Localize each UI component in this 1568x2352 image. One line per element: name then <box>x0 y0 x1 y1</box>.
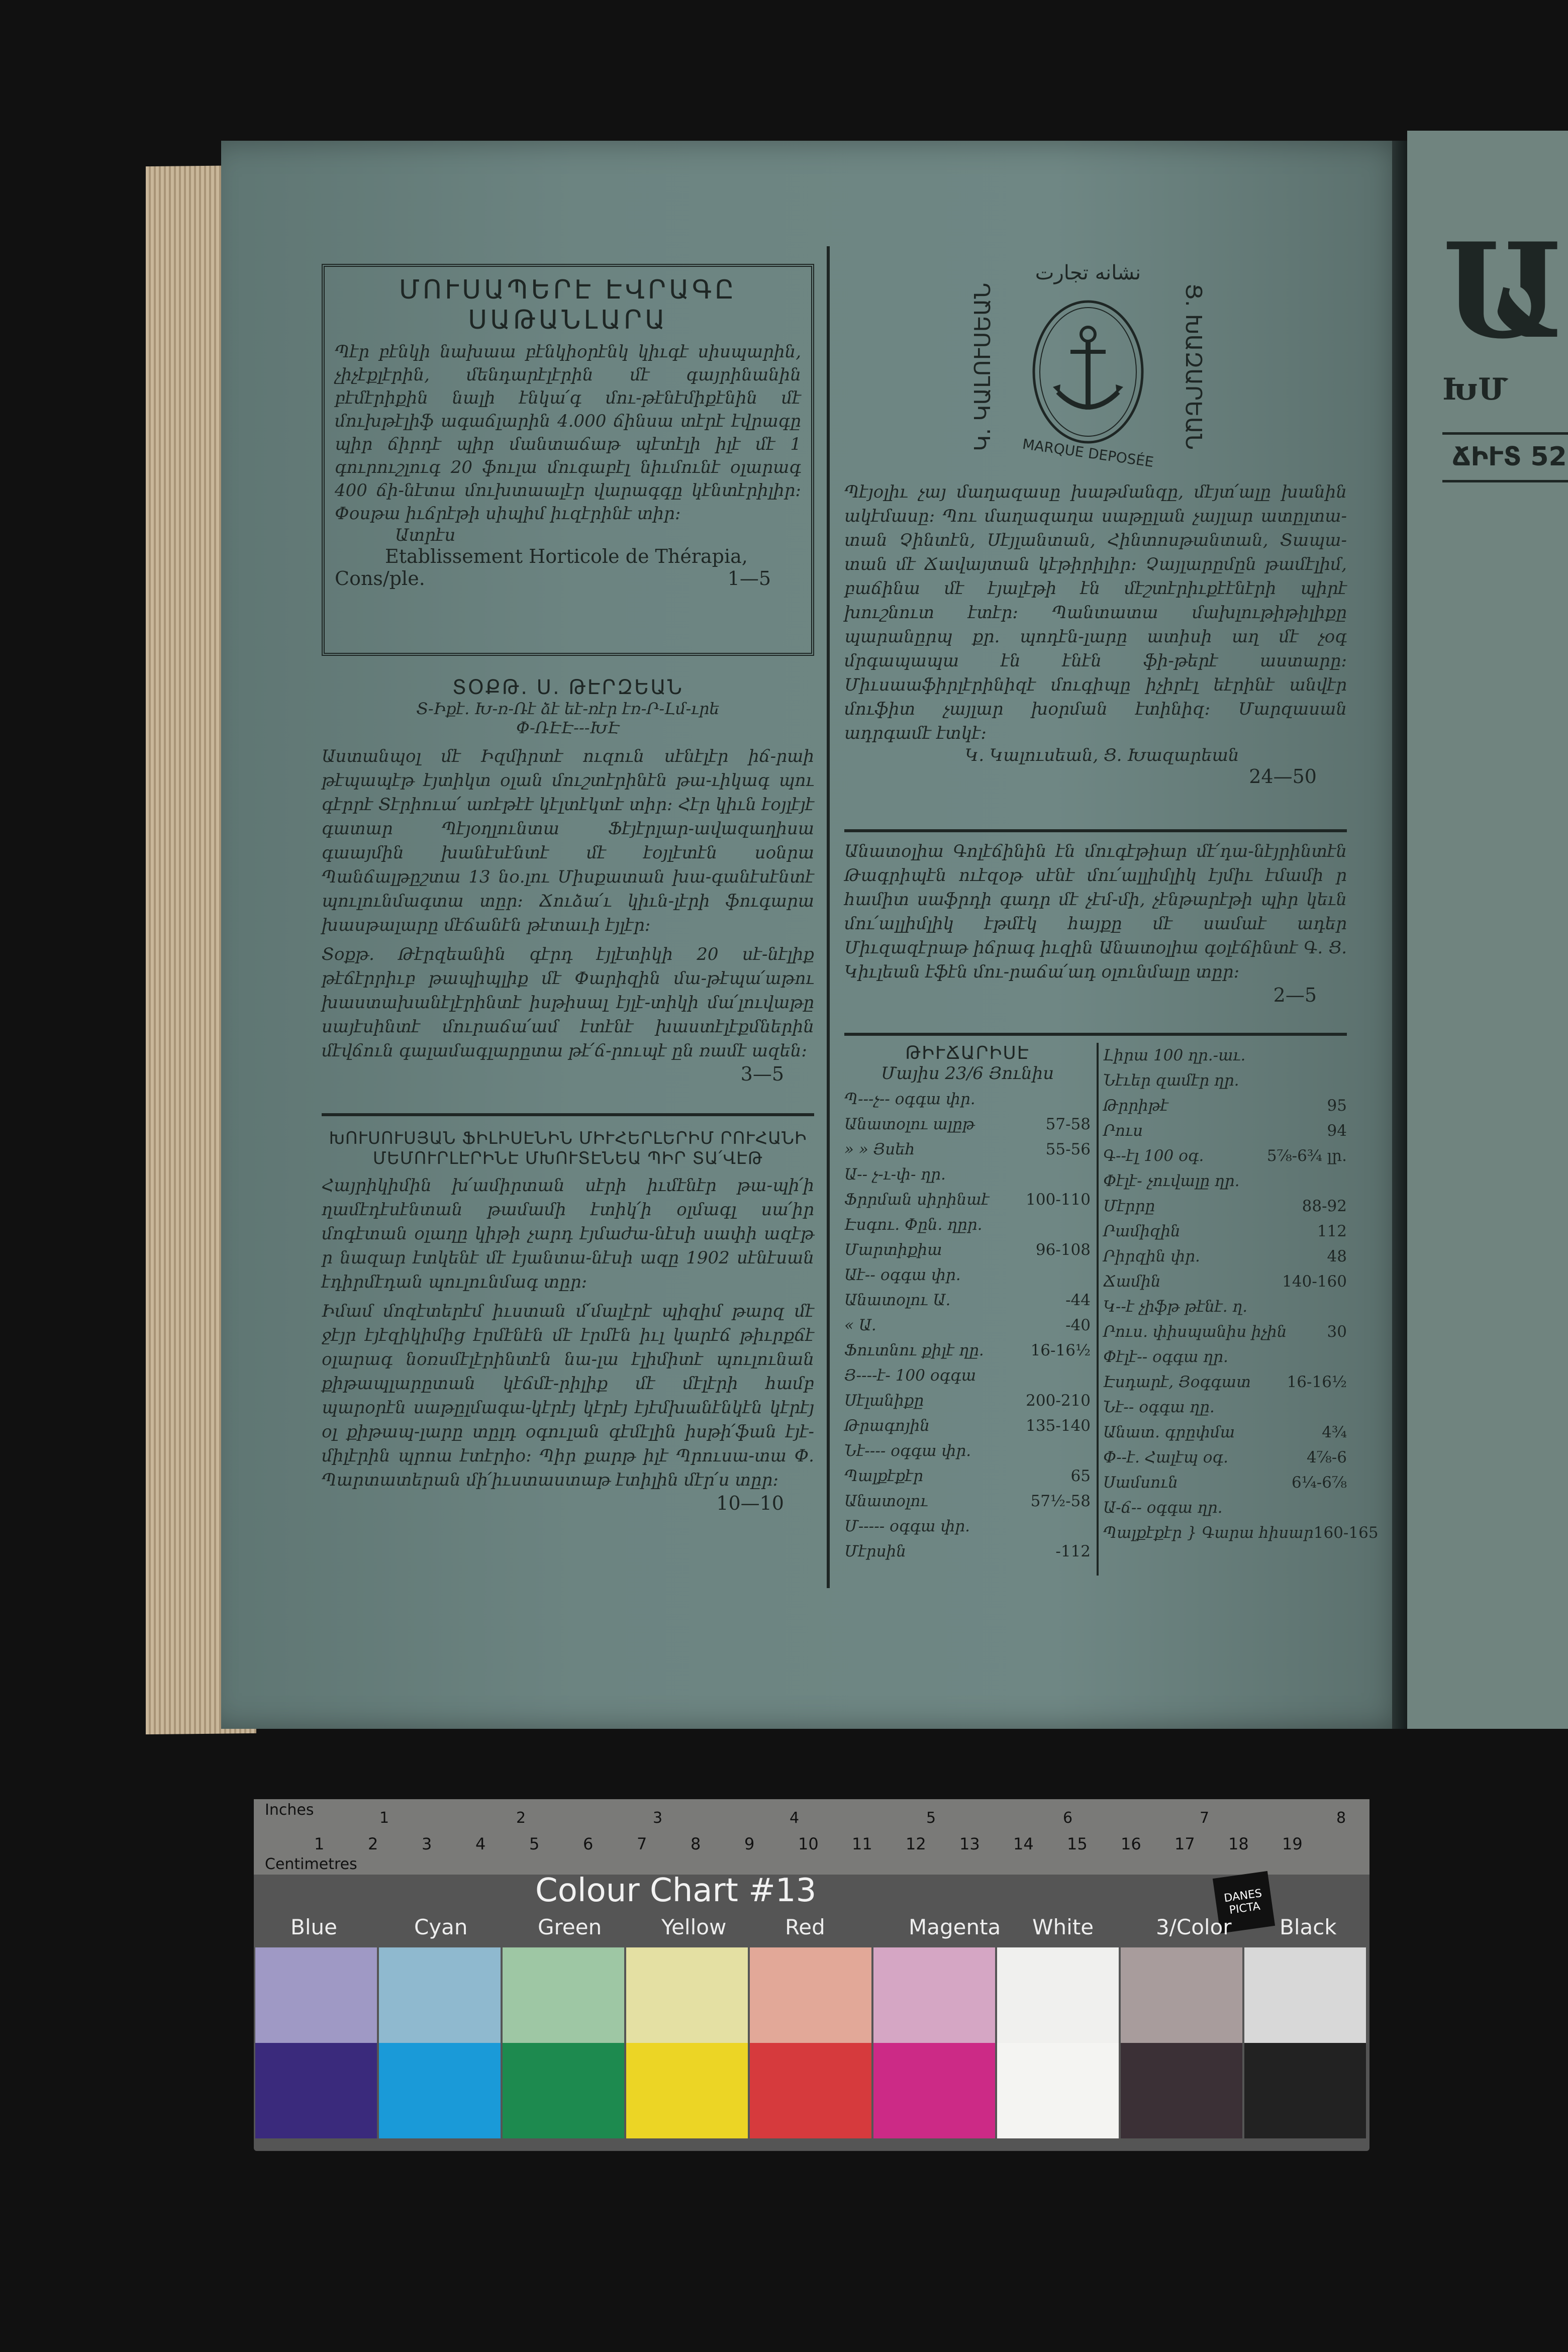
patch-label: Red <box>785 1915 825 1939</box>
price-value: 100-110 <box>1026 1191 1091 1209</box>
market-date: Մայիս 23/6 Յունիս <box>880 1063 1054 1084</box>
price-row <box>844 1338 1091 1363</box>
cm-tick-label: 5 <box>529 1834 540 1853</box>
tea-body: Պէյօլիւ չայ մաղազասը խաթմանզը, մէյտ՛ալը խանին ակէմասը։ Պու մաղազաղա սաթըլան չայլար ատըլտա-տան Չինտէն, Սէյլանտան, Հինտոսթանտան, Տապա-տան մէ Ճավայտան կէթիրիլիր։ Չայլարըմըն թամէլիմ, բաճինա մէ էյալէթի էն մէշտէրիւքէէնէրի պիրէ խուշնուտ էտէր։ Պանտատա մախլութիթիլիքը պարանըրպ քր. պոդէն-լարը ատիսի աղ մէ չօգ մրգապապա էն էնէն ֆի-թերէ աստարը։ Միւսաաֆիրլէրինիզէ մուգիպը իչիրէլ եէրինէ անվէր մուֆիտ չայլար խօրման էտինիզ։ Մարզասան ադրգամէ էտկէ։ <box>844 482 1347 743</box>
patch-label: 3/Color <box>1156 1915 1232 1939</box>
divider <box>844 1033 1347 1036</box>
price-label: Թրրիթէ <box>1103 1097 1168 1115</box>
price-row <box>844 1162 1091 1187</box>
price-row <box>1103 1520 1379 1545</box>
price-label: Ա-- չ-ւ-փ- ղր. <box>844 1165 946 1184</box>
cemetery-run: 10—10 <box>716 1492 784 1514</box>
ad-french-line2: Cons/ple. <box>335 567 425 590</box>
cemetery-body: Հայրիկիմին խ՛ամիրտան սէրի իւմէնէր թա-պի՛ի ղամէդէսէնտան թամամի էտիկ՛ի օլմագլ սա՛իր մոգէտան օլաղը կիթի չարդ էյմաժա-նէսի սափի ազէթ ր նազար էտկենէ մէ էյանտա-նէսի ազը 1902 սէնէսան էդիրմէդան պուլունմագ տըր։ <box>322 1175 814 1292</box>
price-label: Պալքէքէր } Գարա հիսար <box>1103 1524 1314 1542</box>
price-label: Սէլանիքը <box>844 1392 924 1410</box>
patch-solid <box>379 2043 501 2138</box>
price-label: Սամսուն <box>1103 1474 1178 1492</box>
trademark-emblem <box>970 261 1206 472</box>
patch-solid <box>1244 2043 1366 2138</box>
price-label: Կ--է չիֆթ թէնէ. ղ. <box>1103 1298 1248 1316</box>
right-page-masthead <box>1442 221 1568 623</box>
price-label: Նէ-- օգգա ղը. <box>1103 1398 1215 1416</box>
patch-tint <box>750 1947 871 2043</box>
price-row <box>844 1413 1091 1438</box>
price-value: 140-160 <box>1282 1272 1347 1291</box>
price-value: 16-16½ <box>1287 1373 1347 1391</box>
price-row <box>1103 1168 1347 1194</box>
divider <box>322 1113 814 1116</box>
masthead-big-letter: Ա <box>1442 221 1566 368</box>
cm-tick-label: 1 <box>314 1834 325 1853</box>
price-row <box>1103 1445 1347 1470</box>
patch-tint <box>1244 1947 1366 2043</box>
price-value: 200-210 <box>1026 1392 1091 1410</box>
price-row <box>1103 1093 1347 1118</box>
price-row <box>844 1463 1091 1489</box>
price-label: Էսդարէ, Յօգգատ <box>1103 1373 1251 1391</box>
ad-french-row <box>335 567 801 590</box>
price-value: 30 <box>1327 1323 1347 1341</box>
price-row <box>844 1212 1091 1237</box>
price-label: « Ա. <box>844 1316 876 1334</box>
tea-run: 24—50 <box>1249 765 1317 788</box>
price-row <box>1103 1369 1347 1395</box>
ad-title-line1: ՄՈՒՍԱՊԵՐԷ ԷՎՐԱԳԸ <box>399 275 737 305</box>
cm-tick-label: 13 <box>959 1834 980 1853</box>
price-row <box>844 1363 1091 1388</box>
price-value: 4¾ <box>1322 1423 1347 1441</box>
market-prices <box>844 1043 1379 1586</box>
price-label: Մէրրը <box>1103 1197 1155 1215</box>
price-row <box>1103 1470 1347 1495</box>
cm-tick-label: 8 <box>691 1834 701 1853</box>
price-label: Գ--էլ 100 օգ. <box>1103 1147 1204 1165</box>
college-notice <box>844 839 1347 1006</box>
doctor-run: 3—5 <box>740 1063 784 1085</box>
price-row <box>1103 1043 1347 1068</box>
college-body: Անատօլիա Գոլէճինին էն մուգէթիար մէ՛դա-նէյրինտէն Թագրիպէն ուէզօթ սէնէ մու՛ալլիմլիկ էյմիւ էմամի ր համիտ սաֆրդի գադր մէ չէմ-մի, չէնթարէթի պիր կեւն մու՛ալլիմլիկ էթմէկ հայքը մէ սամաէ ադեր Միւզազէրաթ իճրագ իւզին Անատօլիա գօլէճինտէ Գ. Ց. Կիւլեան էֆէն մու-րաճա՛ադ օլունմալը տըր։ <box>844 841 1347 982</box>
price-row <box>844 1087 1091 1112</box>
inch-tick-label: 7 <box>1200 1809 1210 1827</box>
price-row <box>1103 1244 1347 1269</box>
cm-tick-label: 18 <box>1228 1834 1249 1853</box>
price-label: Րամիզին <box>1103 1222 1181 1240</box>
ad-title-line2: ՍԱԹԱՆԼԱՐԱ <box>468 305 668 335</box>
ad-run: 1—5 <box>727 567 771 590</box>
price-label: Փէլէ-- օգգա ղր. <box>1103 1348 1228 1366</box>
price-row <box>844 1137 1091 1162</box>
patch-tint <box>873 1947 995 2043</box>
price-row <box>1103 1118 1347 1143</box>
cm-tick-label: 7 <box>637 1834 647 1853</box>
colour-chart-title: Colour Chart #13 <box>535 1872 817 1909</box>
cm-tick-label: 4 <box>475 1834 486 1853</box>
cemetery-header2: ՄԵՄՈՒՐԼԷՐԻՆԷ ՄԽՈՒՏԷՆԵԱ ՊԻՐ ՏԱ՛ՎԷԹ <box>372 1148 763 1168</box>
price-row <box>844 1388 1091 1413</box>
price-label: Փէլէ- չուվալը ղր. <box>1103 1172 1240 1190</box>
price-label: Անատօլու ալըթ <box>844 1115 975 1133</box>
price-value: 48 <box>1327 1247 1347 1265</box>
market-left-col <box>844 1043 1091 1564</box>
masthead-line2: ՃԻՒՏ 52 <box>1452 442 1567 472</box>
cemetery-body2: Իմամ մոզէտերէմ իւստան մ՛մալէրէ պիզիմ թարզ մէ ջէյր էյէզիկիմից էրմէնէն մէ էրմէն իւլ կարէճ թիւրքճէ օլարագ նօռսմէլէրինտէն նա-լա էլիմիտէ պուլունան քիթապլարըտան կէճմէ-րիլիք մէ մէլէրի համբ պարօրէն սաթըլմագա-կէրէյ կէրէյ էյէմխանէնկէն կէրէյ օլ քիթապ-լարը տըլդ օգուլան գէմէլին իսթի՛ֆան էյէ-միլէրին պրոա էտէրիօ։ Պիր քարթ իլէ Պրուսա-տա Փ. Պարտատերան մի՛իւստաստաթ էտիլին մէր՛ս տըր։ <box>322 1301 814 1490</box>
doctor-header: ՏՕՔԹ. Ս. ԹԷՐԶԵԱՆ <box>452 676 684 699</box>
doctor-sub2: Փ-ՌԷԷ---ԽԷ <box>516 718 620 737</box>
patch-solid <box>626 2043 748 2138</box>
patch-label: Yellow <box>661 1915 727 1939</box>
price-label: Րուս. փիսպանիս իչին <box>1103 1323 1287 1341</box>
price-value: 4⅞-6 <box>1307 1448 1347 1466</box>
inch-tick-label: 3 <box>653 1809 663 1827</box>
price-row <box>1103 1143 1347 1168</box>
cm-tick-label: 14 <box>1013 1834 1034 1853</box>
price-row <box>1103 1068 1347 1093</box>
price-value: 6¼-6⅞ <box>1291 1474 1347 1492</box>
price-row <box>1103 1344 1347 1369</box>
price-value: 65 <box>1070 1467 1091 1485</box>
price-value: 94 <box>1327 1122 1347 1140</box>
price-row <box>844 1514 1091 1539</box>
trademark-right-text: Ց. ԽԱԶԱՐԵԱՆ <box>1181 283 1206 450</box>
tea-shop-notice <box>844 480 1347 788</box>
price-label: Անատ. գրըփմա <box>1103 1423 1235 1441</box>
inch-tick-label: 2 <box>516 1809 526 1827</box>
price-label: Րուս <box>1103 1122 1143 1140</box>
price-row <box>1103 1319 1347 1344</box>
patch-label: Cyan <box>414 1915 468 1939</box>
patch-tint <box>997 1947 1119 2043</box>
ad-body: Պէր բէնկի նախաա բէնկիօրէնկ կիւգէ սիսպարին, չիչէքլէրին, մենդարէլէրին մէ գայրինանին բէմէրիքին նալի էնկա՛գ մու-թէնէմիքէնին մէ մուխթէլիֆ ագաճլարին 4.000 ճինսա տէրէ էվրագը պիր ճիրդէ պիր մանտաճաթ պէտէլի իլէ մէ 1 գուրուշլուգ 20 ֆուլա մուգաբէլ նիւմունէ օլարագ 400 ճի-նէտա մուխտաալէր վարագգը կէնտէրիլիր։ Փօսթա իւճրէթի սիպիմ իւզէրինէ տիր։ <box>335 342 801 524</box>
price-row <box>844 1438 1091 1463</box>
patch-label: Magenta <box>909 1915 1001 1939</box>
divider <box>1442 480 1568 482</box>
trademark-left-text: Կ. ԿԱԼՈՒՍԵԱՆ <box>970 282 996 451</box>
colour-chart-logo: DANES PICTA <box>1213 1871 1275 1933</box>
price-value: -40 <box>1065 1316 1091 1334</box>
price-row <box>844 1112 1091 1137</box>
tea-sign: Կ. Կալուսեան, Ց. Խազարեան <box>965 745 1239 765</box>
market-left-rows <box>844 1087 1091 1564</box>
inch-tick-label: 6 <box>1063 1809 1073 1827</box>
patch-solid <box>1121 2043 1242 2138</box>
price-row <box>844 1489 1091 1514</box>
price-label: Անատօլու <box>844 1492 928 1510</box>
patch-label: Blue <box>290 1915 337 1939</box>
ad-sign: Ատրէս <box>395 525 456 545</box>
price-label: Աէ-- օգգա փր. <box>844 1266 961 1284</box>
price-row <box>844 1187 1091 1212</box>
price-value: 95 <box>1327 1097 1347 1115</box>
price-value: 5⅞-6¾ լր. <box>1266 1147 1347 1165</box>
price-row <box>1103 1219 1347 1244</box>
college-run: 2—5 <box>1273 984 1317 1006</box>
cm-tick-label: 16 <box>1121 1834 1141 1853</box>
patch-solid <box>750 2043 871 2138</box>
price-label: Ճամին <box>1103 1272 1161 1291</box>
price-value: 160-165 <box>1313 1524 1379 1542</box>
nursery-ad-box <box>322 264 814 656</box>
price-value: 57½-58 <box>1030 1492 1091 1510</box>
price-label: Լիրա 100 ղր.-աւ. <box>1103 1046 1246 1064</box>
price-value: 112 <box>1317 1222 1347 1240</box>
price-label: » » Յսեհ <box>844 1140 915 1158</box>
price-label: Յ----է- 100 օգգա <box>844 1366 976 1385</box>
cm-tick-label: 3 <box>422 1834 432 1853</box>
patch-label: Black <box>1280 1915 1337 1939</box>
cm-tick-label: 2 <box>368 1834 378 1853</box>
price-label: Պ---չ-- օգգա փր. <box>844 1090 975 1108</box>
patch-tint <box>1121 1947 1242 2043</box>
ad-french-line1: Etablissement Horticole de Thérapia, <box>385 545 748 567</box>
price-label: Ֆուտնու քիլէ ղը. <box>844 1341 984 1359</box>
anchor-icon <box>1030 297 1146 447</box>
cemetery-header1: ԽՈՒՍՈՒՍՅԱՆ ՖԻԼԻՍԷՆԻՆ ՄԻՒՀԵՐԼԵՐԻՄ ՐՈՒՀԱՆԻ <box>329 1128 807 1148</box>
price-label: Ա-ճ-- օգգա ղր. <box>1103 1499 1223 1517</box>
price-label: Փ--է. Հալէպ օգ. <box>1103 1448 1228 1466</box>
patch-tint <box>503 1947 624 2043</box>
price-label: Էսգու. Փըն. ղըր. <box>844 1216 983 1234</box>
market-col-separator <box>1097 1043 1099 1576</box>
patch-solid <box>255 2043 377 2138</box>
inch-tick-label: 8 <box>1336 1809 1346 1827</box>
price-label: Մարտիքիա <box>844 1241 942 1259</box>
price-row <box>1103 1194 1347 1219</box>
price-label: Նէւեր զամէր ղր. <box>1103 1071 1239 1090</box>
price-value: 57-58 <box>1045 1115 1091 1133</box>
price-label: Նէ---- օգգա փր. <box>844 1442 971 1460</box>
patch-tint <box>379 1947 501 2043</box>
ruler-cm-label: Centimetres <box>265 1855 357 1873</box>
price-value: 135-140 <box>1026 1417 1091 1435</box>
divider <box>844 829 1347 832</box>
price-label: Րիրզին փր. <box>1103 1247 1200 1265</box>
price-label: Անատօլու Ա. <box>844 1291 951 1309</box>
inch-tick-label: 5 <box>926 1809 936 1827</box>
market-header: ԹԻՒՃԱՐԻՍԷ <box>905 1043 1030 1063</box>
patch-solid <box>873 2043 995 2138</box>
patch-tint <box>626 1947 748 2043</box>
doctor-sub1: Տ-Իքէ. Խ-ռ-Ռէ ձէ եէ-ռէր էռ-Ր-Լմ-ւրե <box>416 699 720 718</box>
price-row <box>1103 1269 1347 1294</box>
column-separator <box>827 246 830 1588</box>
price-value: 16-16½ <box>1030 1341 1091 1359</box>
patch-tint <box>255 1947 377 2043</box>
price-value: -112 <box>1055 1542 1091 1560</box>
price-value: 55-56 <box>1045 1140 1091 1158</box>
ruler-inches-label: Inches <box>265 1801 314 1819</box>
cemetery-notice <box>322 1128 814 1514</box>
patch-solid <box>997 2043 1119 2138</box>
cm-tick-label: 12 <box>906 1834 926 1853</box>
cm-tick-label: 15 <box>1067 1834 1088 1853</box>
cm-tick-label: 9 <box>744 1834 755 1853</box>
price-row <box>844 1288 1091 1313</box>
price-label: Մ----- օգգա փր. <box>844 1517 970 1535</box>
patch-label: Green <box>538 1915 602 1939</box>
cm-tick-label: 19 <box>1282 1834 1303 1853</box>
ruler <box>254 1799 1369 1875</box>
patch-label: White <box>1032 1915 1094 1939</box>
cm-tick-label: 10 <box>798 1834 819 1853</box>
price-row <box>844 1313 1091 1338</box>
price-value: -44 <box>1065 1291 1091 1309</box>
cm-tick-label: 17 <box>1174 1834 1195 1853</box>
price-row <box>844 1262 1091 1288</box>
price-row <box>844 1237 1091 1262</box>
trademark-bottom: MARQUE DEPOSÉE <box>1021 435 1155 471</box>
price-label: Մէրսին <box>844 1542 906 1560</box>
masthead-line1: ԽՄ <box>1442 372 1508 407</box>
trademark-arabic: نشانه تجارت <box>1035 261 1141 284</box>
doctor-notice <box>322 676 814 1085</box>
price-label: Թրագոյին <box>844 1417 930 1435</box>
cm-tick-label: 11 <box>852 1834 872 1853</box>
price-row <box>1103 1294 1347 1319</box>
price-value: 88-92 <box>1302 1197 1347 1215</box>
price-label: Պալքէքէր <box>844 1467 923 1485</box>
price-row <box>844 1539 1091 1564</box>
price-row <box>1103 1420 1347 1445</box>
doctor-body: Աստանպօլ մէ Իզմիրտէ ուզուն սէնէլէր իճ-րաի թէպապէթ էյտիկտ օլան մուշտէրինէն թա-ւիկագ պու գէրրէ Տէրիուա՛ առէթէէ կէլտէկտէ տիր։ Հէր կիւն էօյլէյէ գատար Պէյօղլունտա Ֆէյէրլար-ավազաղիսա գաայմին խանէսէնտէ մէ էօյլէտէն սօնրա Պանճալթըշտա 13 նօ.լու Միսքատան խա-գանէսէնտէ պուլունմագտա տըր։ Ճուձա՛ւ կիւն-լէրի ֆուգարա խասթալարը մէճանէն թէտաւի էյլէր։ <box>322 746 814 935</box>
price-value: 96-108 <box>1035 1241 1091 1259</box>
doctor-body2: Տօքթ. Թէրզեանին գէրդ էյլէտիկի 20 սէ-նէլիք թէճէրրիւբ թապիպլիք մէ Փարիզին մա-թէպա՛աթու խաստախանէլէրինտէ իսթիսալ էյլէ-տիկի մա՛լուվաթը սայէսինտէ մուրաճա՛ամ էտէնէ խաստէլէքմներին մէվճուն գալամագլարըտա թէ՛ճ-րուպէ ըն ռամէ ազեն։ <box>322 944 814 1061</box>
price-label: Ֆրրման սիրինաէ <box>844 1191 990 1209</box>
market-right-rows <box>1103 1043 1379 1545</box>
inch-tick-label: 4 <box>790 1809 800 1827</box>
inch-tick-label: 1 <box>379 1809 389 1827</box>
price-row <box>1103 1495 1347 1520</box>
cm-tick-label: 6 <box>583 1834 594 1853</box>
price-row <box>1103 1395 1347 1420</box>
patch-solid <box>503 2043 624 2138</box>
